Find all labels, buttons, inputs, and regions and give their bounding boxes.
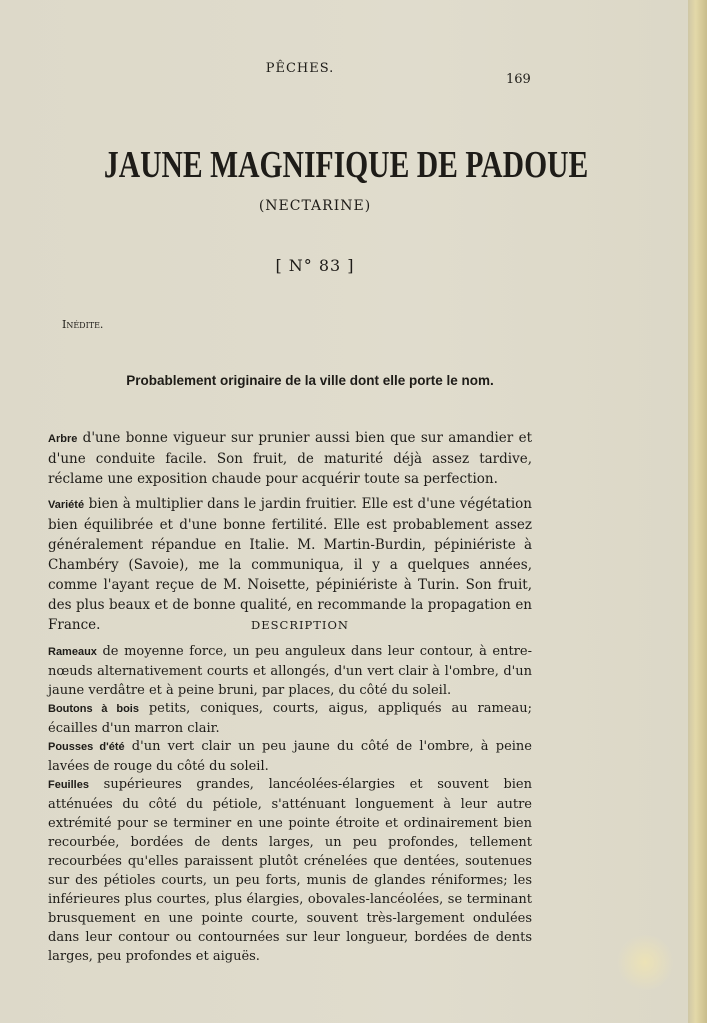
- subtitle: (NECTARINE): [258, 198, 372, 214]
- origin-statement: Probablement originaire de la ville dont elle porte le nom.: [126, 373, 494, 388]
- desc-text: supérieures grandes, lancéolées-élargies et souvent bien atténuées du côté du pétiole, s'atténuant longuement à leur autre extrémité pour se terminer en une pointe étroite et ordinairement bien recourbée, bordées de dents larges, un peu profondes, tellement recourbées qu'elles paraissent plutôt crénelées que dentées, soutenues sur des pétioles courts, un peu forts, munis de glandes réniformes; les inférieures plus courtes, plus élargies, obovales-lancéolées, se terminant brusquement en une pointe courte, souvent très-largement ondulées dans leur contour ou contournées sur leur longueur, bordées de dents larges, peu profondes et aiguës.: [48, 777, 532, 964]
- paragraph-variete: [48, 494, 532, 635]
- desc-lead: Rameaux: [48, 646, 97, 658]
- desc-pousses: [48, 737, 532, 776]
- running-head: PÊCHES.: [265, 61, 335, 76]
- paragraph-arbre: [48, 428, 532, 489]
- desc-text: d'un vert clair un peu jaune du côté de l'ombre, à peine lavées de rouge du côté du soleil.: [48, 739, 532, 774]
- desc-lead: Boutons à bois: [48, 703, 139, 715]
- description-heading: DESCRIPTION: [251, 618, 349, 632]
- paragraph-lead: Variété: [48, 499, 85, 511]
- desc-text: petits, coniques, courts, aigus, appliqués au rameau; écailles d'un marron clair.: [48, 701, 532, 736]
- desc-text: de moyenne force, un peu anguleux dans leur contour, à entre-nœuds alternativement courts et allongés, d'un vert clair à l'ombre, d'un jaune verdâtre et à peine bruni, par places, du côté du soleil.: [48, 644, 532, 698]
- paragraph-text: bien à multiplier dans le jardin fruitier. Elle est d'une végétation bien équilibrée et d'une bonne fertilité. Elle est probablement assez généralement répandue en Italie. M. Martin-Burdin, pépiniériste à Chambéry (Savoie), me la communiqua, il y a quelques années, comme l'ayant reçue de M. Noisette, pépiniériste à Turin. Son fruit, des plus beaux et de bonne qualité, en recommande la propagation en France.: [48, 496, 532, 633]
- paper-stain: [615, 935, 675, 990]
- page-edge: [688, 0, 707, 1023]
- page-title: JAUNE MAGNIFIQUE DE PADOUE: [103, 144, 589, 186]
- page-number: 169: [506, 72, 531, 87]
- paragraph-lead: Arbre: [48, 433, 78, 445]
- variety-number: [ N° 83 ]: [275, 256, 355, 275]
- desc-lead: Feuilles: [48, 779, 89, 791]
- status-note: Inédite.: [62, 318, 104, 331]
- desc-rameaux: [48, 642, 532, 700]
- desc-boutons: [48, 699, 532, 738]
- paragraph-text: d'une bonne vigueur sur prunier aussi bien que sur amandier et d'une conduite facile. Son fruit, de maturité déjà assez tardive, réclame une exposition chaude pour acquérir toute sa perfection.: [48, 430, 532, 487]
- desc-feuilles: [48, 775, 532, 966]
- desc-lead: Pousses d'été: [48, 741, 125, 753]
